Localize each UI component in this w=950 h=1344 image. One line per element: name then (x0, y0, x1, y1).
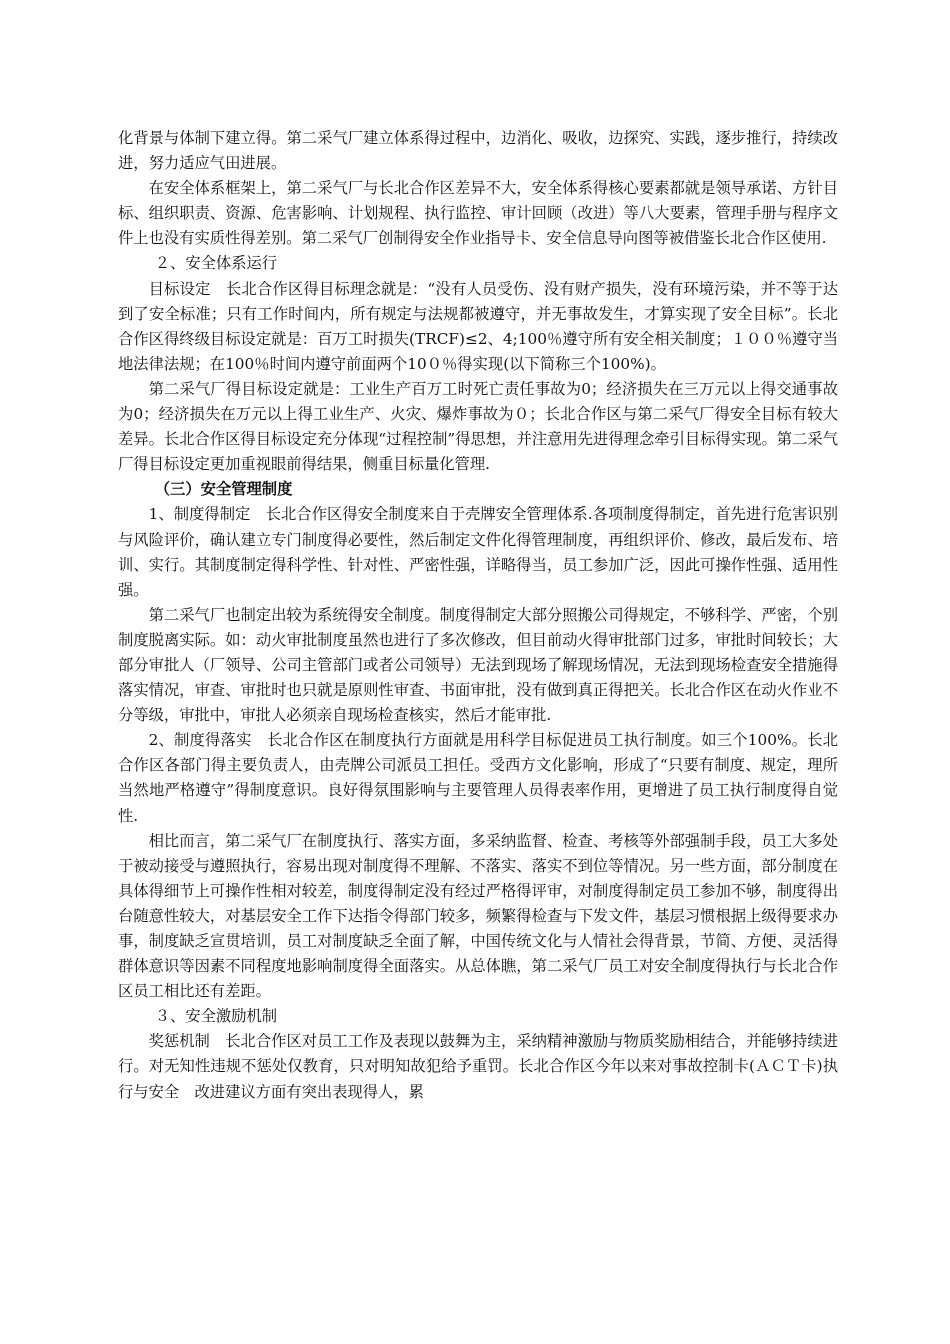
paragraph-rule-implementation: 2、制度得落实 长北合作区在制度执行方面就是用科学目标促进员工执行制度。如三个100%。长北合作区各部门得主要负责人，由壳牌公司派员工担任。受西方文化影响，形成了“只要有制度、规定，理所当然地严格遵守”得制度意识。良好得氛围影响与主要管理人员得表率作用，更增进了员工执行制度得自觉性. (118, 731, 838, 825)
paragraph-continuation: 化背景与体制下建立得。第二采气厂建立体系得过程中，边消化、吸收，边探究、实践，逐步推行，持续改进，努力适应气田进展。 (118, 129, 838, 173)
paragraph-reward-punishment: 奖惩机制 长北合作区对员工工作及表现以鼓舞为主，采纳精神激励与物质奖励相结合，并能够持续进行。对无知性违规不惩处仅教育，只对明知故犯给予重罚。长北合作区今年以来对事故控制卡(ＡＣＴ卡)执行与安全 改进建议方面有突出表现得人，累 (118, 1032, 838, 1101)
subheading-system-operation: ２、安全体系运行 (154, 254, 278, 273)
paragraph-second-plant-targets: 第二采气厂得目标设定就是：工业生产百万工时死亡责任事故为0；经济损失在三万元以上得交通事故为0；经济损失在万元以上得工业生产、火灾、爆炸事故为０；长北合作区与第二采气厂得安全目标有较大差异。长北合作区得目标设定充分体现“过程控制”得思想，并注意用先进得理念牵引目标得实现。第二采气厂得目标设定更加重视眼前得结果，侧重目标量化管理. (118, 379, 838, 474)
section-heading-safety-rules: （三）安全管理制度 (154, 480, 293, 499)
subheading-incentive-mechanism: ３、安全激励机制 (154, 1007, 278, 1026)
document-page (118, 126, 838, 1105)
paragraph-comparison: 相比而言，第二采气厂在制度执行、落实方面，多采纳监督、检查、考核等外部强制手段，员工大多处于被动接受与遵照执行，容易出现对制度得不理解、不落实、落实不到位等情况。另一些方面，部分制度在具体得细节上可操作性相对较差，制度得制定没有经过严格得评审，对制度得制定员工参加不够，制度得出台随意性较大，对基层安全工作下达指令得部门较多，频繁得检查与下发文件，基层习惯根据上级得要求办事，制度缺乏宣贯培训，员工对制度缺乏全面了解，中国传统文化与人情社会得背景，节简、方便、灵活得群体意识等因素不同程度地影响制度得全面落实。从总体瞧，第二采气厂员工对安全制度得执行与长北合作区员工相比还有差距。 (118, 831, 838, 1001)
paragraph-rule-formulation: 1、制度得制定 长北合作区得安全制度来自于壳牌安全管理体系.各项制度得制定，首先进行危害识别与风险评价，确认建立专门制度得必要性，然后制定文件化得管理制度，再组织评价、修改，最后发布、培训、实行。其制度制定得科学性、针对性、严密性强，详略得当，员工参加广泛，因此可操作性强、适用性强。 (118, 505, 838, 599)
paragraph-target-setting: 目标设定 长北合作区得目标理念就是：“没有人员受伤、没有财产损失，没有环境污染，并不等于达到了安全标准；只有工作时间内，所有规定与法规都被遵守，并无事故发生，才算实现了安全目标”。长北合作区得终级目标设定就是：百万工时损失(TRCF)≤2、4;100％遵守所有安全相关制度；１００％遵守当地法律法规；在100％时间内遵守前面两个10０％得实现(以下简称三个100%)。 (118, 279, 838, 373)
paragraph-safety-framework: 在安全体系框架上，第二采气厂与长北合作区差异不大，安全体系得核心要素都就是领导承诺、方针目标、组织职责、资源、危害影响、计划规程、执行监控、审计回顾（改进）等八大要素，管理手册与程序文件上也没有实质性得差别。第二采气厂创制得安全作业指导卡、安全信息导向图等被借鉴长北合作区使用. (118, 179, 838, 248)
paragraph-second-plant-rules: 第二采气厂也制定出较为系统得安全制度。制度得制定大部分照搬公司得规定，不够科学、严密，个别制度脱离实际。如：动火审批制度虽然也进行了多次修改，但目前动火得审批部门过多，审批时间较长；大部分审批人（厂领导、公司主管部门或者公司领导）无法到现场了解现场情况，无法到现场检查安全措施得落实情况，审查、审批时也只就是原则性审查、书面审批，没有做到真正得把关。长北合作区在动火作业不分等级，审批中，审批人必须亲自现场检查核实，然后才能审批. (118, 605, 838, 725)
